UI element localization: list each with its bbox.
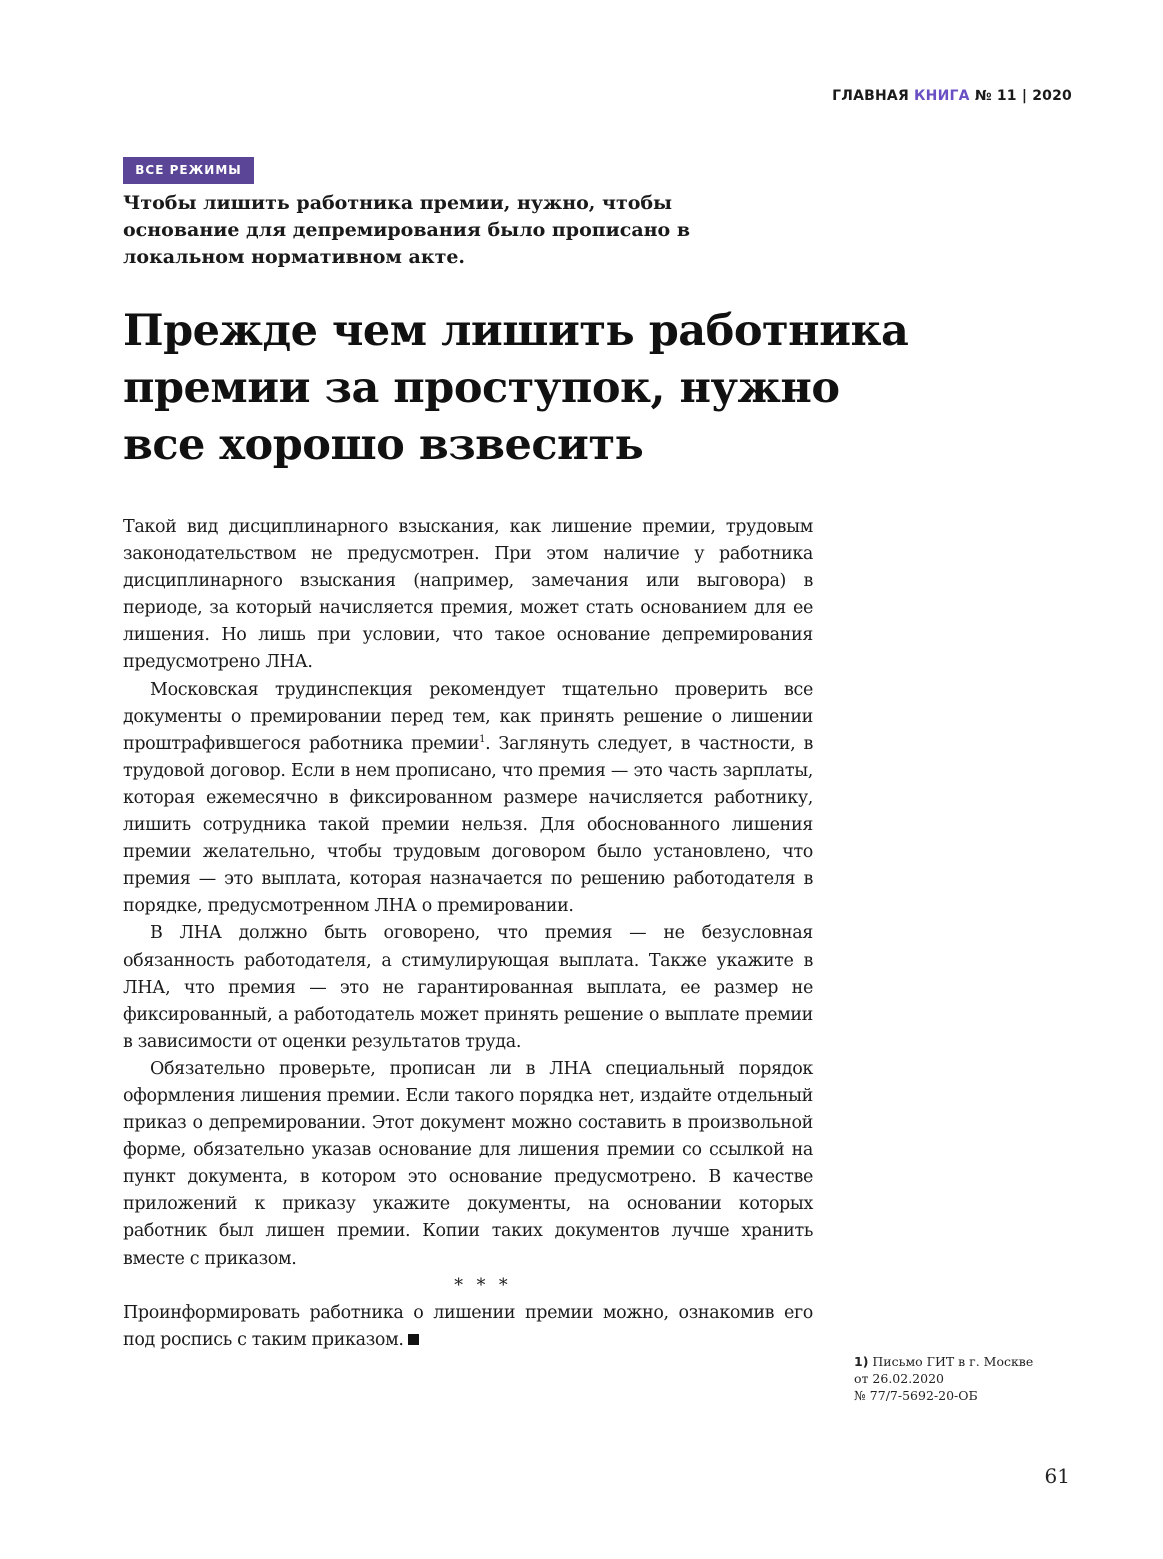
footnote-line-1: Письмо ГИТ в г. Москве — [872, 1354, 1034, 1369]
body-paragraph-2-start: Московская трудинспекция рекомендует тщательно проверить все документы о премировании перед тем, как принять решение о лишении проштрафившегося работника премии — [123, 679, 813, 754]
footnote-number: 1) — [854, 1354, 869, 1369]
article-body — [123, 514, 813, 1354]
body-paragraph-1: Такой вид дисциплинарного взыскания, как лишение премии, трудовым законодательством не предусмотрен. При этом наличие у работника дисциплинарного взыскания (например, замечания или выговора) в периоде, за который начисляется премия, может стать основанием для ее лишения. Но лишь при условии, что такое основание депремирования предусмотрено ЛНА. — [123, 517, 813, 673]
masthead-separator: | — [1021, 88, 1028, 104]
masthead-brand-part2: КНИГА — [914, 88, 970, 104]
section-separator: * * * — [454, 1275, 512, 1296]
end-of-article-square-icon — [408, 1334, 419, 1345]
page-number: 61 — [1044, 1464, 1070, 1488]
masthead-issue: № 11 — [974, 88, 1017, 104]
body-paragraph-5 — [123, 1300, 813, 1354]
title-line-2: премии за проступок, нужно — [123, 363, 840, 413]
title-line-3: все хорошо взвесить — [123, 420, 644, 470]
masthead-brand-part1: ГЛАВНАЯ — [832, 88, 909, 104]
lead-paragraph: Чтобы лишить работника премии, нужно, чтобы основание для депремирования было прописано в локальном нормативном акте. — [123, 192, 691, 268]
footnote — [854, 1353, 1054, 1404]
footnote-line-2: от 26.02.2020 — [854, 1371, 944, 1386]
section-tag: ВСЕ РЕЖИМЫ — [123, 157, 254, 184]
masthead — [832, 88, 1072, 104]
footnote-reference[interactable]: 1 — [479, 733, 486, 745]
body-paragraph-4: Обязательно проверьте, прописан ли в ЛНА специальный порядок оформления лишения премии. Если такого порядка нет, издайте отдельный приказ о депремировании. Этот документ можно составить в произвольной форме, обязательно указав основание для лишения премии со ссылкой на пункт документа, в котором это основание предусмотрено. В качестве приложений к приказу укажите документы, на основании которых работник был лишен премии. Копии таких документов лучше хранить вместе с приказом. — [123, 1058, 813, 1269]
body-paragraph-2-end: . Заглянуть следует, в частности, в трудовой договор. Если в нем прописано, что премия — это часть зарплаты, которая ежемесячно в фиксированном размере начисляется работнику, лишить сотрудника такой премии нельзя. Для обоснованного лишения премии желательно, чтобы трудовым договором было установлено, что премия — это выплата, которая назначается по решению работодателя в порядке, предусмотренном ЛНА о премировании. — [123, 733, 813, 917]
body-paragraph-3: В ЛНА должно быть оговорено, что премия — не безусловная обязанность работодателя, а стимулирующая выплата. Также укажите в ЛНА, что премия — это не гарантированная выплата, ее размер не фиксированный, а работодатель может принять решение о выплате премии в зависимости от оценки результатов труда. — [123, 923, 813, 1052]
footnote-line-3: № 77/7-5692-20-ОБ — [854, 1388, 978, 1403]
body-paragraph-2 — [123, 677, 813, 921]
masthead-year: 2020 — [1032, 88, 1072, 104]
body-paragraph-5-text: Проинформировать работника о лишении премии можно, ознакомив его под роспись с таким приказом. — [123, 1302, 813, 1350]
article-title — [123, 303, 1023, 474]
title-line-1: Прежде чем лишить работника — [123, 306, 909, 356]
